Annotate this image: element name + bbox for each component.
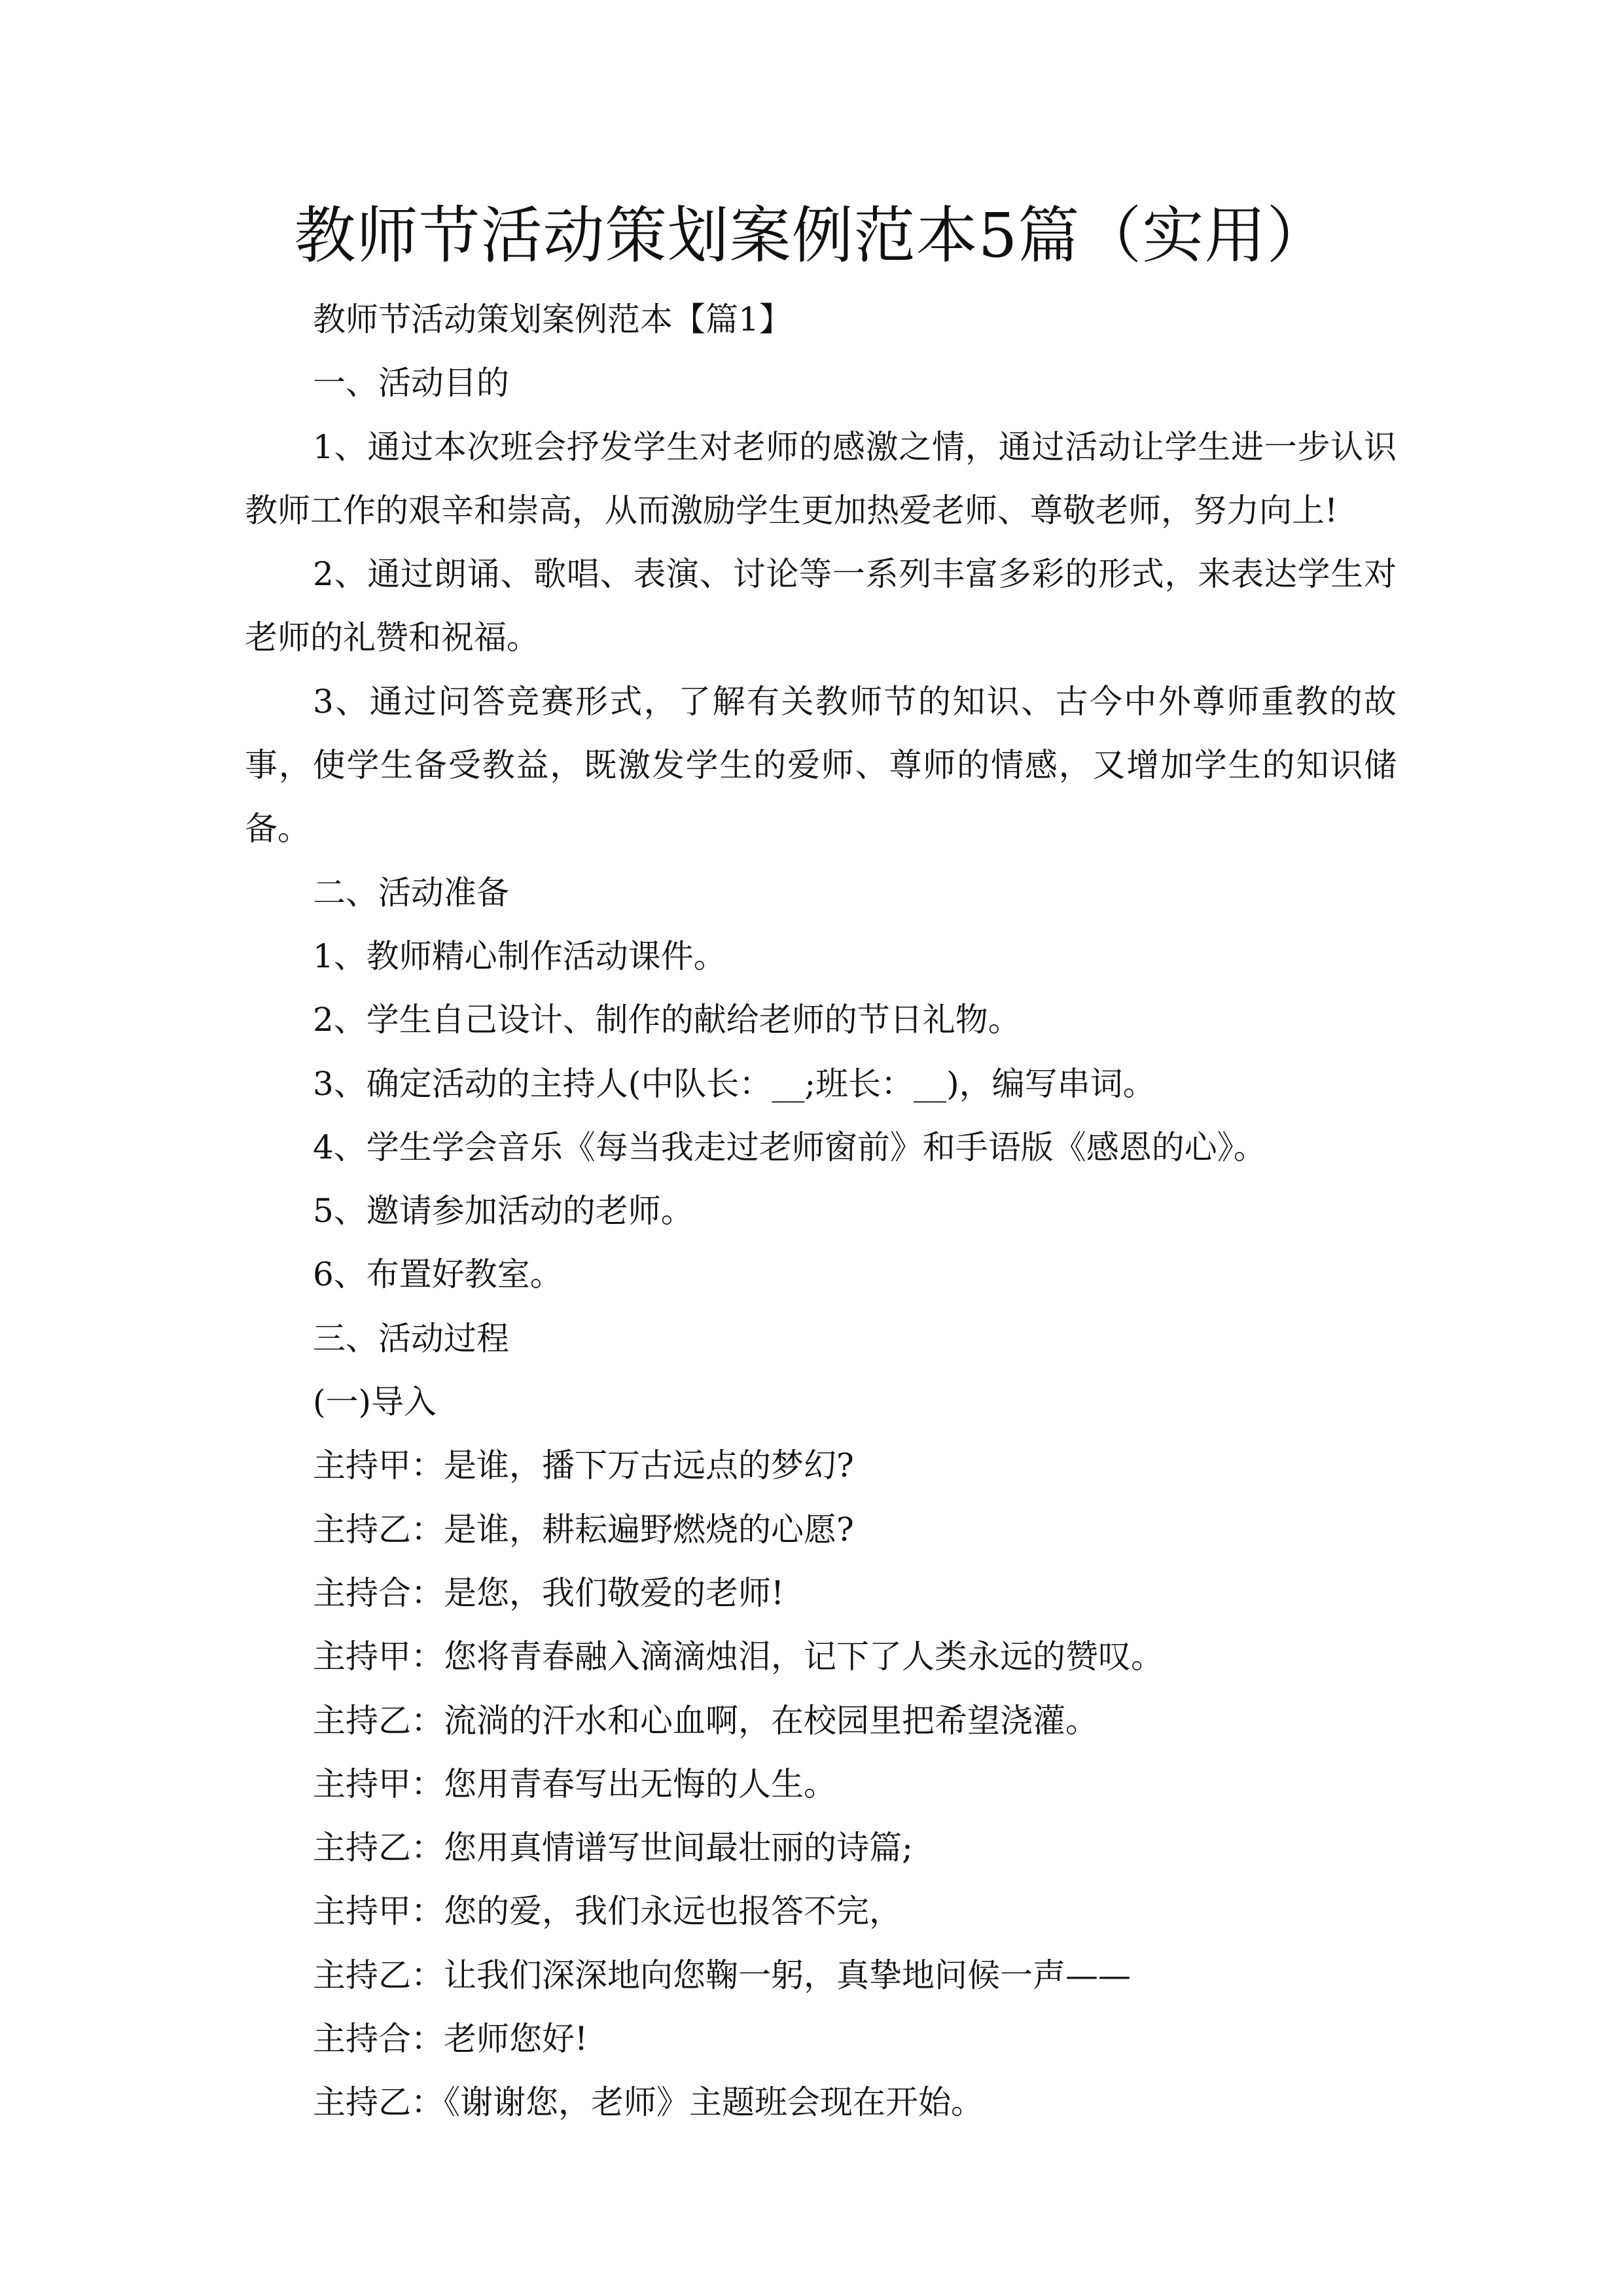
heading-activity-process: 三、活动过程 xyxy=(313,1319,509,1357)
dialogue-line: 主持合：是您，我们敬爱的老师! xyxy=(313,1573,785,1612)
dialogue-line: 主持乙：《谢谢您，老师》主题班会现在开始。 xyxy=(313,2083,984,2122)
dialogue-line: 主持甲：您的爱，我们永远也报答不完， xyxy=(313,1892,902,1931)
dialogue-line: 主持乙：流淌的汗水和心血啊，在校园里把希望浇灌。 xyxy=(313,1701,1098,1740)
section-heading: 教师节活动策划案例范本【篇1】 xyxy=(313,300,792,338)
dialogue-line: 主持甲：您用青春写出无悔的人生。 xyxy=(313,1765,836,1803)
dialogue-line: 主持乙：让我们深深地向您鞠一躬，真挚地问候一声—— xyxy=(313,1956,1131,1994)
subheading-introduction: (一)导入 xyxy=(313,1383,437,1422)
purpose-item-2: 2、通过朗诵、歌唱、表演、讨论等一系列丰富多彩的形式，来表达学生对老师的礼赞和祝福。 xyxy=(245,555,1397,657)
dialogue-line: 主持合：老师您好! xyxy=(313,2020,588,2058)
heading-activity-purpose: 一、活动目的 xyxy=(313,364,509,403)
dialogue-line: 主持甲：是谁，播下万古远点的梦幻? xyxy=(313,1446,854,1485)
heading-activity-preparation: 二、活动准备 xyxy=(313,873,509,912)
document-title: 教师节活动策划案例范本5篇（实用） xyxy=(294,200,1329,272)
dialogue-line: 主持甲：您将青春融入滴滴烛泪，记下了人类永远的赞叹。 xyxy=(313,1638,1164,1676)
preparation-item-6: 6、布置好教室。 xyxy=(313,1255,563,1294)
dialogue-line: 主持乙：您用真情谱写世间最壮丽的诗篇; xyxy=(313,1829,913,1867)
purpose-item-3: 3、通过问答竞赛形式，了解有关教师节的知识、古今中外尊师重教的故事，使学生备受教益，既激发学生的爱师、尊师的情感，又增加学生的知识储备。 xyxy=(245,682,1397,848)
document-body xyxy=(245,288,1397,2135)
preparation-item-2: 2、学生自己设计、制作的献给老师的节日礼物。 xyxy=(313,1001,1021,1039)
preparation-item-5: 5、邀请参加活动的老师。 xyxy=(313,1192,694,1230)
preparation-item-4: 4、学生学会音乐《每当我走过老师窗前》和手语版《感恩的心》。 xyxy=(313,1128,1266,1166)
purpose-item-1: 1、通过本次班会抒发学生对老师的感激之情，通过活动让学生进一步认识教师工作的艰辛和崇高，从而激励学生更加热爱老师、尊敬老师，努力向上! xyxy=(245,427,1397,529)
preparation-item-1: 1、教师精心制作活动课件。 xyxy=(313,937,726,975)
preparation-item-3: 3、确定活动的主持人(中队长：__;班长：__)，编写串词。 xyxy=(313,1064,1156,1103)
dialogue-line: 主持乙：是谁，耕耘遍野燃烧的心愿? xyxy=(313,1510,854,1549)
